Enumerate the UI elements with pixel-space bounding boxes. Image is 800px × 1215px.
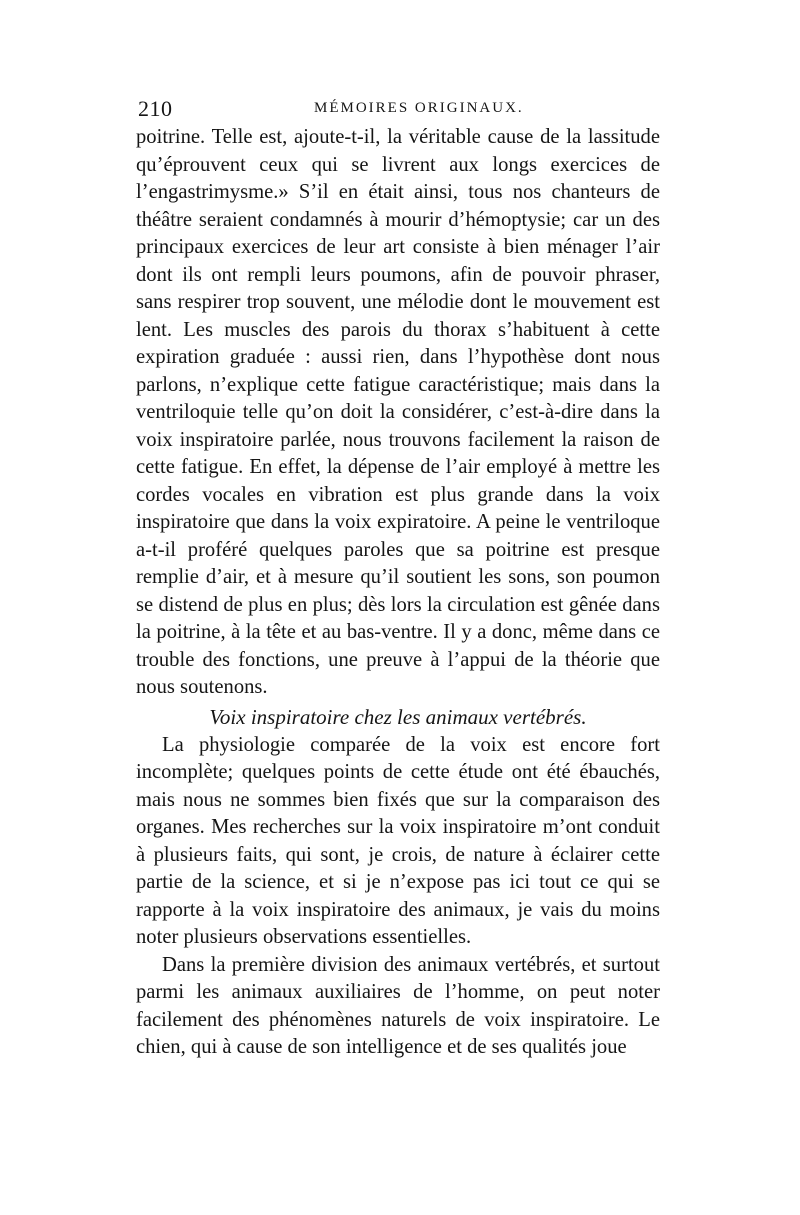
running-head: MÉMOIRES ORIGINAUX.	[314, 100, 524, 116]
paragraph-2: La physiologie comparée de la voix est encore fort incomplète; quelques points de cette étude ont été ébauchés, mais nous ne sommes bien fixés que sur la comparaison des organes. Mes recherches sur la voix inspiratoire m’ont conduit à plusieurs faits, qui sont, je crois, de nature à éclairer cette partie de la science, et si je n’expose pas ici tout ce qui se rapporte à la voix inspiratoire des animaux, je vais du moins noter plusieurs observations essentielles.	[136, 733, 660, 948]
paragraph-1: poitrine. Telle est, ajoute-t-il, la véritable cause de la lassitude qu’éprouvent ceux qui se livrent aux longs exercices de l’engastrimysme.» S’il en était ainsi, tous nos chanteurs de théâtre seraient condamnés à mourir d’hémoptysie; car un des principaux exercices de leur art consiste à bien ménager l’air dont ils ont rempli leurs poumons, afin de pouvoir phraser, sans respirer trop souvent, une mélodie dont le mouvement est lent. Les muscles des parois du thorax s’habituent à cette expiration graduée : aussi rien, dans l’hypothèse dont nous parlons, n’explique cette fatigue caractéristique; mais dans la ventriloquie telle qu’on doit la considérer, c’est-à-dire dans la voix inspiratoire parlée, nous trouvons facilement la raison de cette fatigue. En effet, la dépense de l’air employé à mettre les cordes vocales en vibration est plus grande dans la voix inspiratoire que dans la voix expiratoire. A peine le ventriloque a-t-il proféré quelques paroles que sa poitrine est presque remplie d’air, et à mesure qu’il soutient les sons, son poumon se distend de plus en plus; dès lors la circulation est gênée dans la poitrine, à la tête et au bas-ventre. Il y a donc, même dans ce trouble des fonctions, une preuve à l’appui de la théorie que nous soutenons.	[136, 126, 660, 698]
section-title: Voix inspiratoire chez les animaux vertébrés.	[209, 704, 587, 729]
page-header	[138, 96, 668, 122]
body-text	[136, 124, 660, 1062]
page-number: 210	[138, 96, 173, 121]
paragraph-3: Dans la première division des animaux vertébrés, et surtout parmi les animaux auxiliaires de l’homme, on peut noter facilement des phénomènes naturels de voix inspiratoire. Le chien, qui à cause de son intelligence et de ses qualités joue	[136, 953, 660, 1058]
